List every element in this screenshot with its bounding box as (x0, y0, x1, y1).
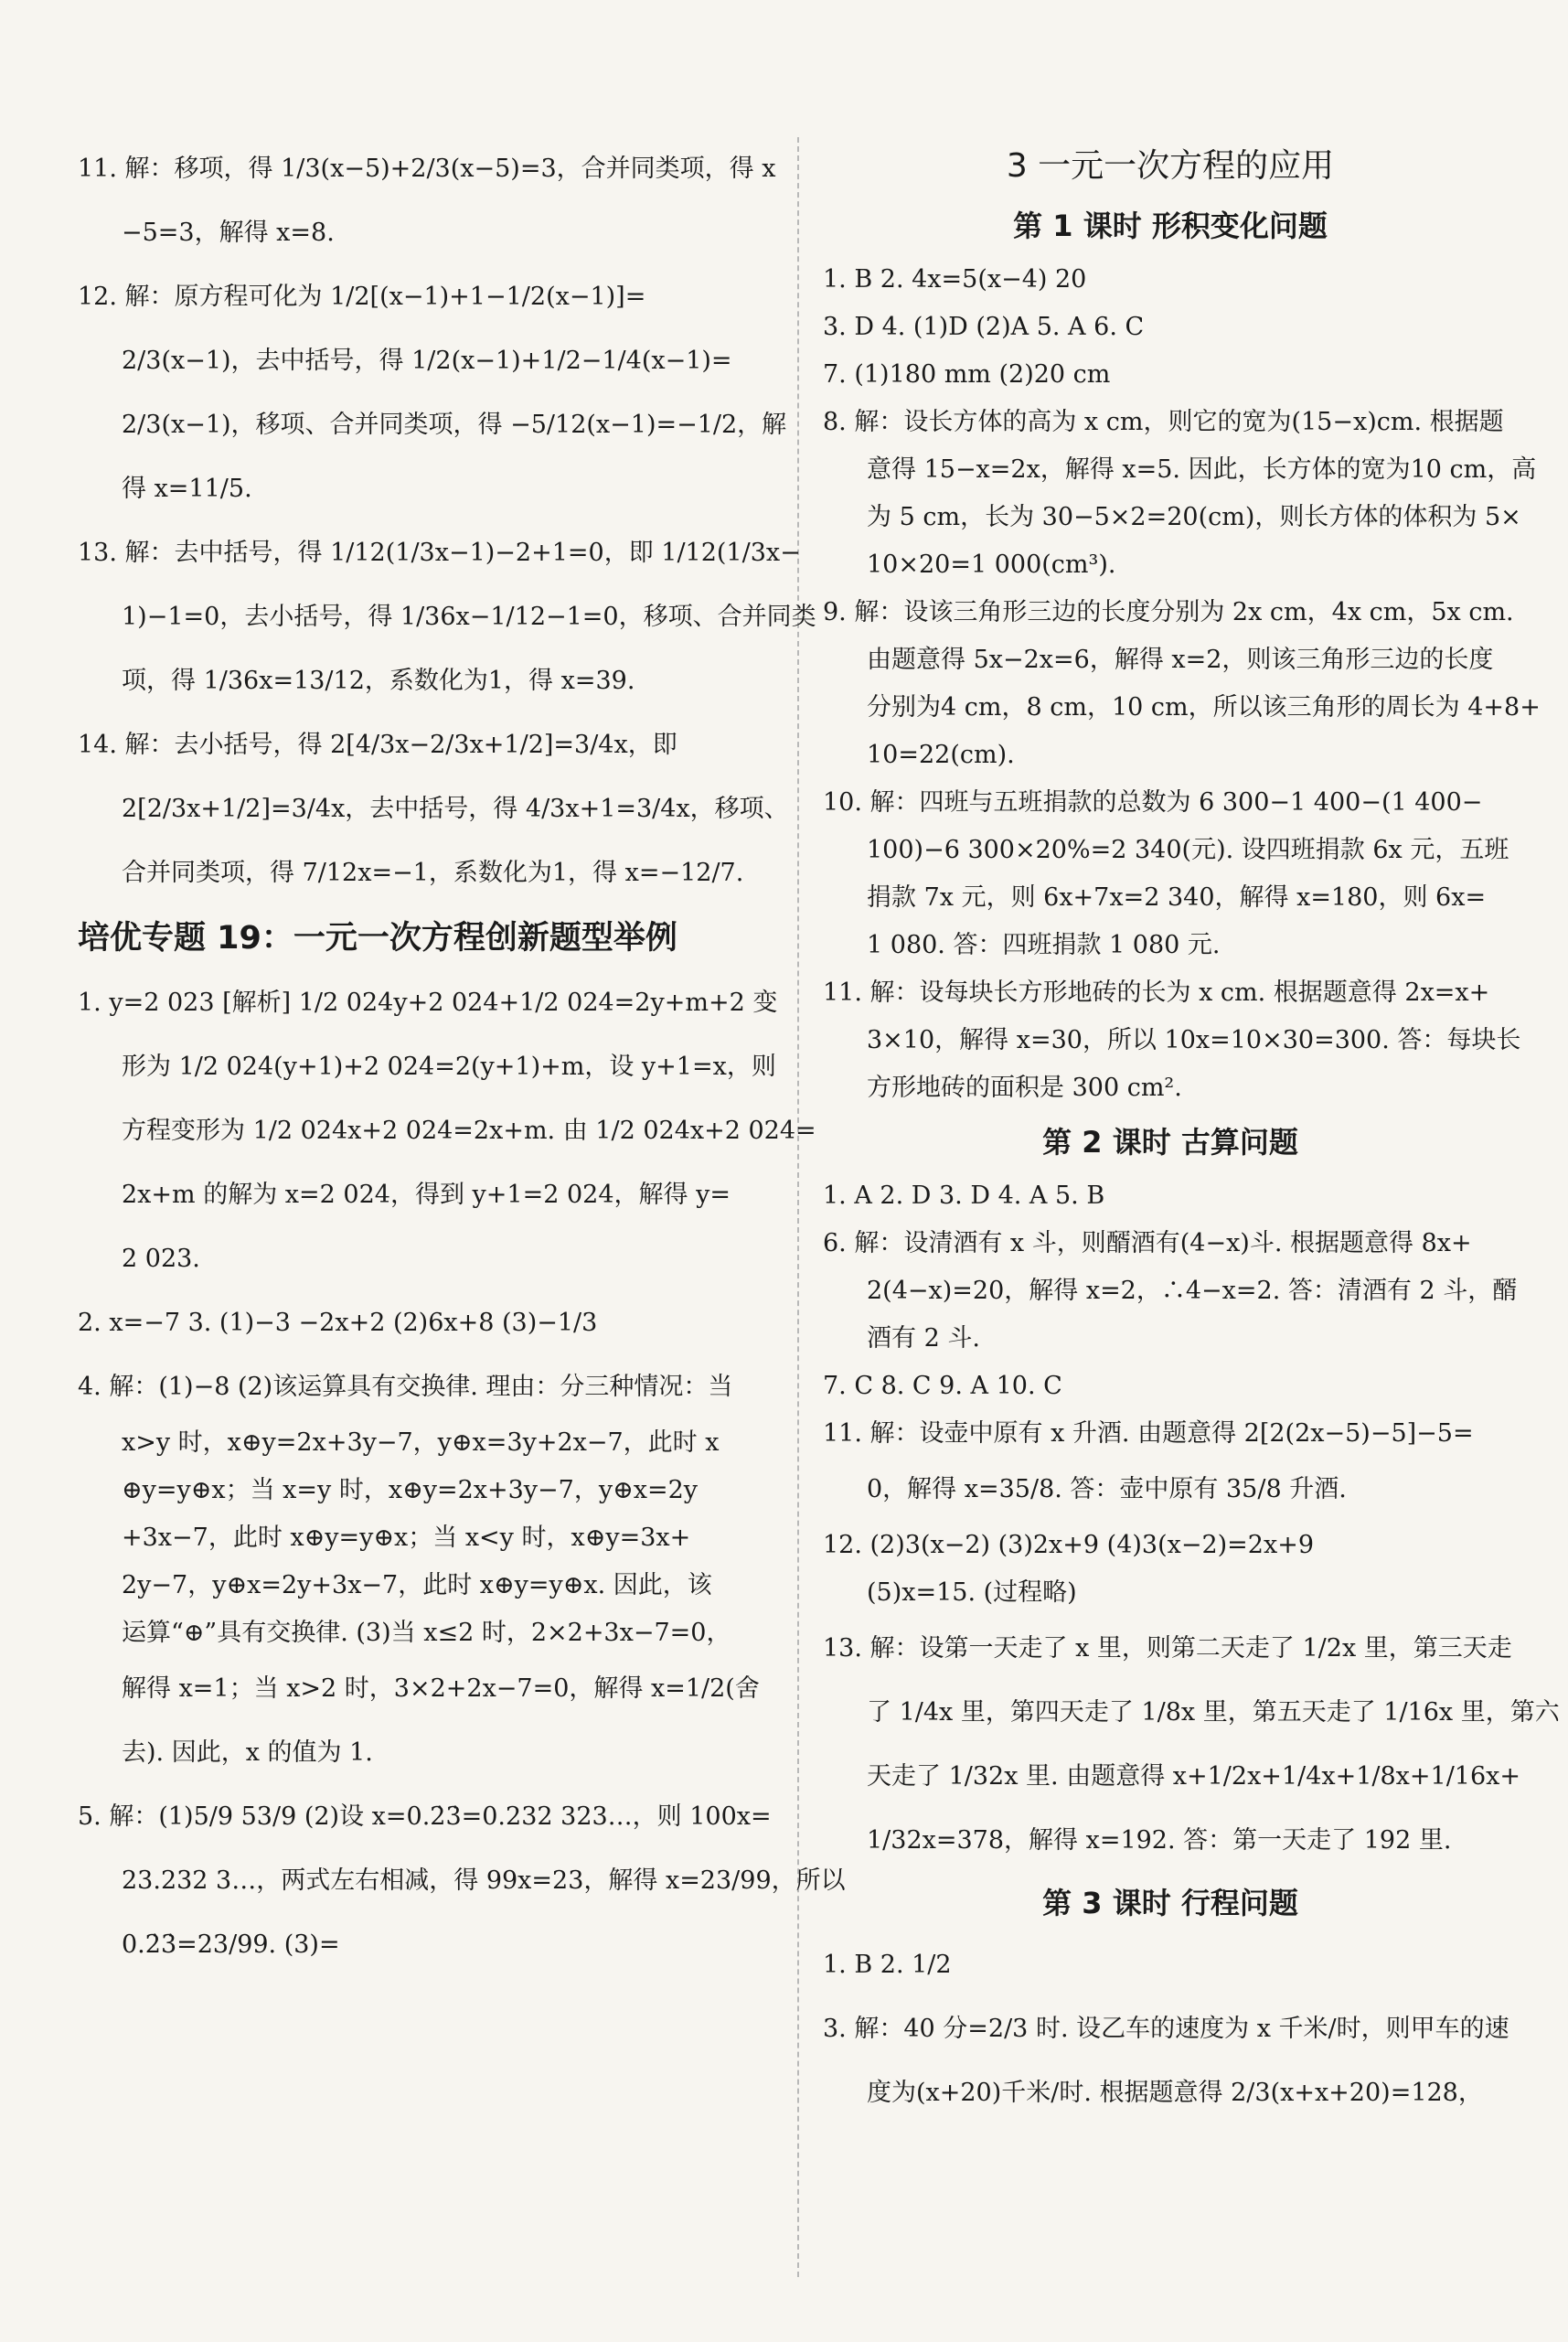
answer-line: 由题意得 5x−2x=6，解得 x=2，则该三角形三边的长度 (867, 646, 1494, 674)
answer-line: 7. (1)180 mm (2)20 cm (823, 360, 1111, 389)
answer-line: 1. A 2. D 3. D 4. A 5. B (823, 1182, 1105, 1210)
answer-line: 捐款 7x 元，则 6x+7x=2 340，解得 x=180，则 6x= (867, 883, 1487, 912)
right-column (823, 137, 1560, 2125)
answer-line: 11. 解：移项，得 1/3(x−5)+2/3(x−5)=3，合并同类项，得 x (78, 155, 776, 183)
answer-line: 1 080. 答：四班捐款 1 080 元. (867, 931, 1221, 959)
answer-line: 度为(x+20)千米/时. 根据题意得 2/3(x+x+20)=128， (867, 2079, 1483, 2107)
answer-line: 100)−6 300×20%=2 340(元). 设四班捐款 6x 元，五班 (867, 836, 1509, 864)
lesson-title: 第 2 课时 古算问题 (1042, 1125, 1298, 1160)
lesson-title: 第 1 课时 形积变化问题 (1013, 209, 1328, 243)
answer-line: +3x−7，此时 x⊕y=y⊕x；当 x<y 时，x⊕y=3x+ (122, 1524, 691, 1552)
chapter-title: 3 一元一次方程的应用 (1006, 147, 1335, 185)
answer-line: x>y 时，x⊕y=2x+3y−7，y⊕x=3y+2x−7，此时 x (122, 1428, 720, 1457)
answer-line: 7. C 8. C 9. A 10. C (823, 1372, 1062, 1400)
answer-line: 2x+m 的解为 x=2 024，得到 y+1=2 024，解得 y= (122, 1181, 731, 1209)
answer-line: 4. 解：(1)−8 (2)该运算具有交换律. 理由：分三种情况：当 (78, 1373, 733, 1401)
lesson-title: 第 3 课时 行程问题 (1042, 1886, 1298, 1920)
answer-line: 天走了 1/32x 里. 由题意得 x+1/2x+1/4x+1/8x+1/16x+ (867, 1762, 1521, 1791)
answer-line: 14. 解：去小括号，得 2[4/3x−2/3x+1/2]=3/4x，即 (78, 731, 677, 759)
answer-line: −5=3，解得 x=8. (122, 219, 335, 247)
answer-line: 10=22(cm). (867, 741, 1015, 769)
answer-line: 2y−7，y⊕x=2y+3x−7，此时 x⊕y=y⊕x. 因此，该 (122, 1571, 712, 1599)
answer-line: ⊕y=y⊕x；当 x=y 时，x⊕y=2x+3y−7，y⊕x=2y (122, 1476, 699, 1504)
answer-line: 1. B 2. 4x=5(x−4) 20 (823, 265, 1087, 294)
answer-line: 1)−1=0，去小括号，得 1/36x−1/12−1=0，移项、合并同类 (122, 603, 816, 631)
answer-line: 3×10，解得 x=30，所以 10x=10×30=300. 答：每块长 (867, 1026, 1521, 1054)
answer-line: 方形地砖的面积是 300 cm². (867, 1074, 1182, 1102)
answer-line: 为 5 cm，长为 30−5×2=20(cm)，则长方体的体积为 5× (867, 503, 1521, 531)
answer-line: 0.2̇3̇=23/99. (3)= (122, 1930, 340, 1959)
answer-line: (5)x=15. (过程略) (867, 1578, 1077, 1607)
answer-line: 酒有 2 斗. (867, 1324, 980, 1353)
answer-line: 得 x=11/5. (122, 475, 252, 503)
answer-line: 方程变形为 1/2 024x+2 024=2x+m. 由 1/2 024x+2 024= (122, 1117, 816, 1145)
answer-line: 了 1/4x 里，第四天走了 1/8x 里，第五天走了 1/16x 里，第六 (867, 1698, 1560, 1727)
answer-line: 2/3(x−1)，去中括号，得 1/2(x−1)+1/2−1/4(x−1)= (122, 347, 732, 375)
answer-line: 12. 解：原方程可化为 1/2[(x−1)+1−1/2(x−1)]= (78, 283, 646, 311)
answer-line: 6. 解：设清酒有 x 斗，则醑酒有(4−x)斗. 根据题意得 8x+ (823, 1229, 1472, 1257)
answer-line: 2(4−x)=20，解得 x=2，∴4−x=2. 答：清酒有 2 斗，醑 (867, 1277, 1518, 1305)
answer-line: 3. 解：40 分=2/3 时. 设乙车的速度为 x 千米/时，则甲车的速 (823, 2015, 1509, 2043)
answer-line: 1/32x=378，解得 x=192. 答：第一天走了 192 里. (867, 1826, 1452, 1855)
left-column (78, 137, 846, 1977)
answer-line: 3. D 4. (1)D (2)A 5. A 6. C (823, 313, 1145, 341)
answer-line: 1. B 2. 1/2 (823, 1951, 952, 1979)
column-divider (797, 137, 799, 2277)
answer-line: 去). 因此，x 的值为 1. (122, 1738, 373, 1767)
answer-line: 13. 解：设第一天走了 x 里，则第二天走了 1/2x 里，第三天走 (823, 1634, 1512, 1663)
answer-line: 23.232 3…，两式左右相减，得 99x=23，解得 x=23/99，所以 (122, 1866, 846, 1895)
answer-line: 分别为4 cm，8 cm，10 cm，所以该三角形的周长为 4+8+ (867, 693, 1541, 722)
answer-line: 11. 解：设每块长方形地砖的长为 x cm. 根据题意得 2x=x+ (823, 979, 1490, 1007)
answer-line: 8. 解：设长方体的高为 x cm，则它的宽为(15−x)cm. 根据题 (823, 408, 1504, 436)
answer-line: 2[2/3x+1/2]=3/4x，去中括号，得 4/3x+1=3/4x，移项、 (122, 795, 789, 823)
answer-line: 9. 解：设该三角形三边的长度分别为 2x cm，4x cm，5x cm. (823, 598, 1514, 626)
answer-line: 项，得 1/36x=13/12，系数化为1，得 x=39. (122, 667, 635, 695)
answer-line: 13. 解：去中括号，得 1/12(1/3x−1)−2+1=0，即 1/12(1/3x− (78, 539, 801, 567)
answer-line: 12. (2)3(x−2) (3)2x+9 (4)3(x−2)=2x+9 (823, 1531, 1315, 1559)
answer-line: 11. 解：设壶中原有 x 升酒. 由题意得 2[2(2x−5)−5]−5= (823, 1419, 1474, 1448)
answer-line: 0，解得 x=35/8. 答：壶中原有 35/8 升酒. (867, 1475, 1347, 1503)
answer-line: 2. x=−7 3. (1)−3 −2x+2 (2)6x+8 (3)−1/3 (78, 1309, 598, 1337)
answer-line: 2 023. (122, 1245, 200, 1273)
answer-line: 10×20=1 000(cm³). (867, 551, 1116, 579)
answer-line: 2/3(x−1)，移项、合并同类项，得 −5/12(x−1)=−1/2，解 (122, 411, 787, 439)
answer-line: 1. y=2 023 [解析] 1/2 024y+2 024+1/2 024=2y+m+2 变 (78, 989, 778, 1017)
answer-line: 意得 15−x=2x，解得 x=5. 因此，长方体的宽为10 cm，高 (867, 455, 1537, 484)
section-title: 培优专题 19：一元一次方程创新题型举例 (78, 920, 677, 957)
answer-line: 10. 解：四班与五班捐款的总数为 6 300−1 400−(1 400− (823, 788, 1483, 817)
answer-line: 5. 解：(1)5/9 53/9 (2)设 x=0.2̇3̇=0.232 323…，则 100x= (78, 1802, 772, 1831)
answer-line: 合并同类项，得 7/12x=−1，系数化为1，得 x=−12/7. (122, 859, 744, 887)
answer-line: 运算“⊕”具有交换律. (3)当 x≤2 时，2×2+3x−7=0， (122, 1619, 731, 1647)
answer-line: 形为 1/2 024(y+1)+2 024=2(y+1)+m，设 y+1=x，则 (122, 1053, 776, 1081)
answer-line: 解得 x=1；当 x>2 时，3×2+2x−7=0，解得 x=1/2(舍 (122, 1674, 760, 1703)
